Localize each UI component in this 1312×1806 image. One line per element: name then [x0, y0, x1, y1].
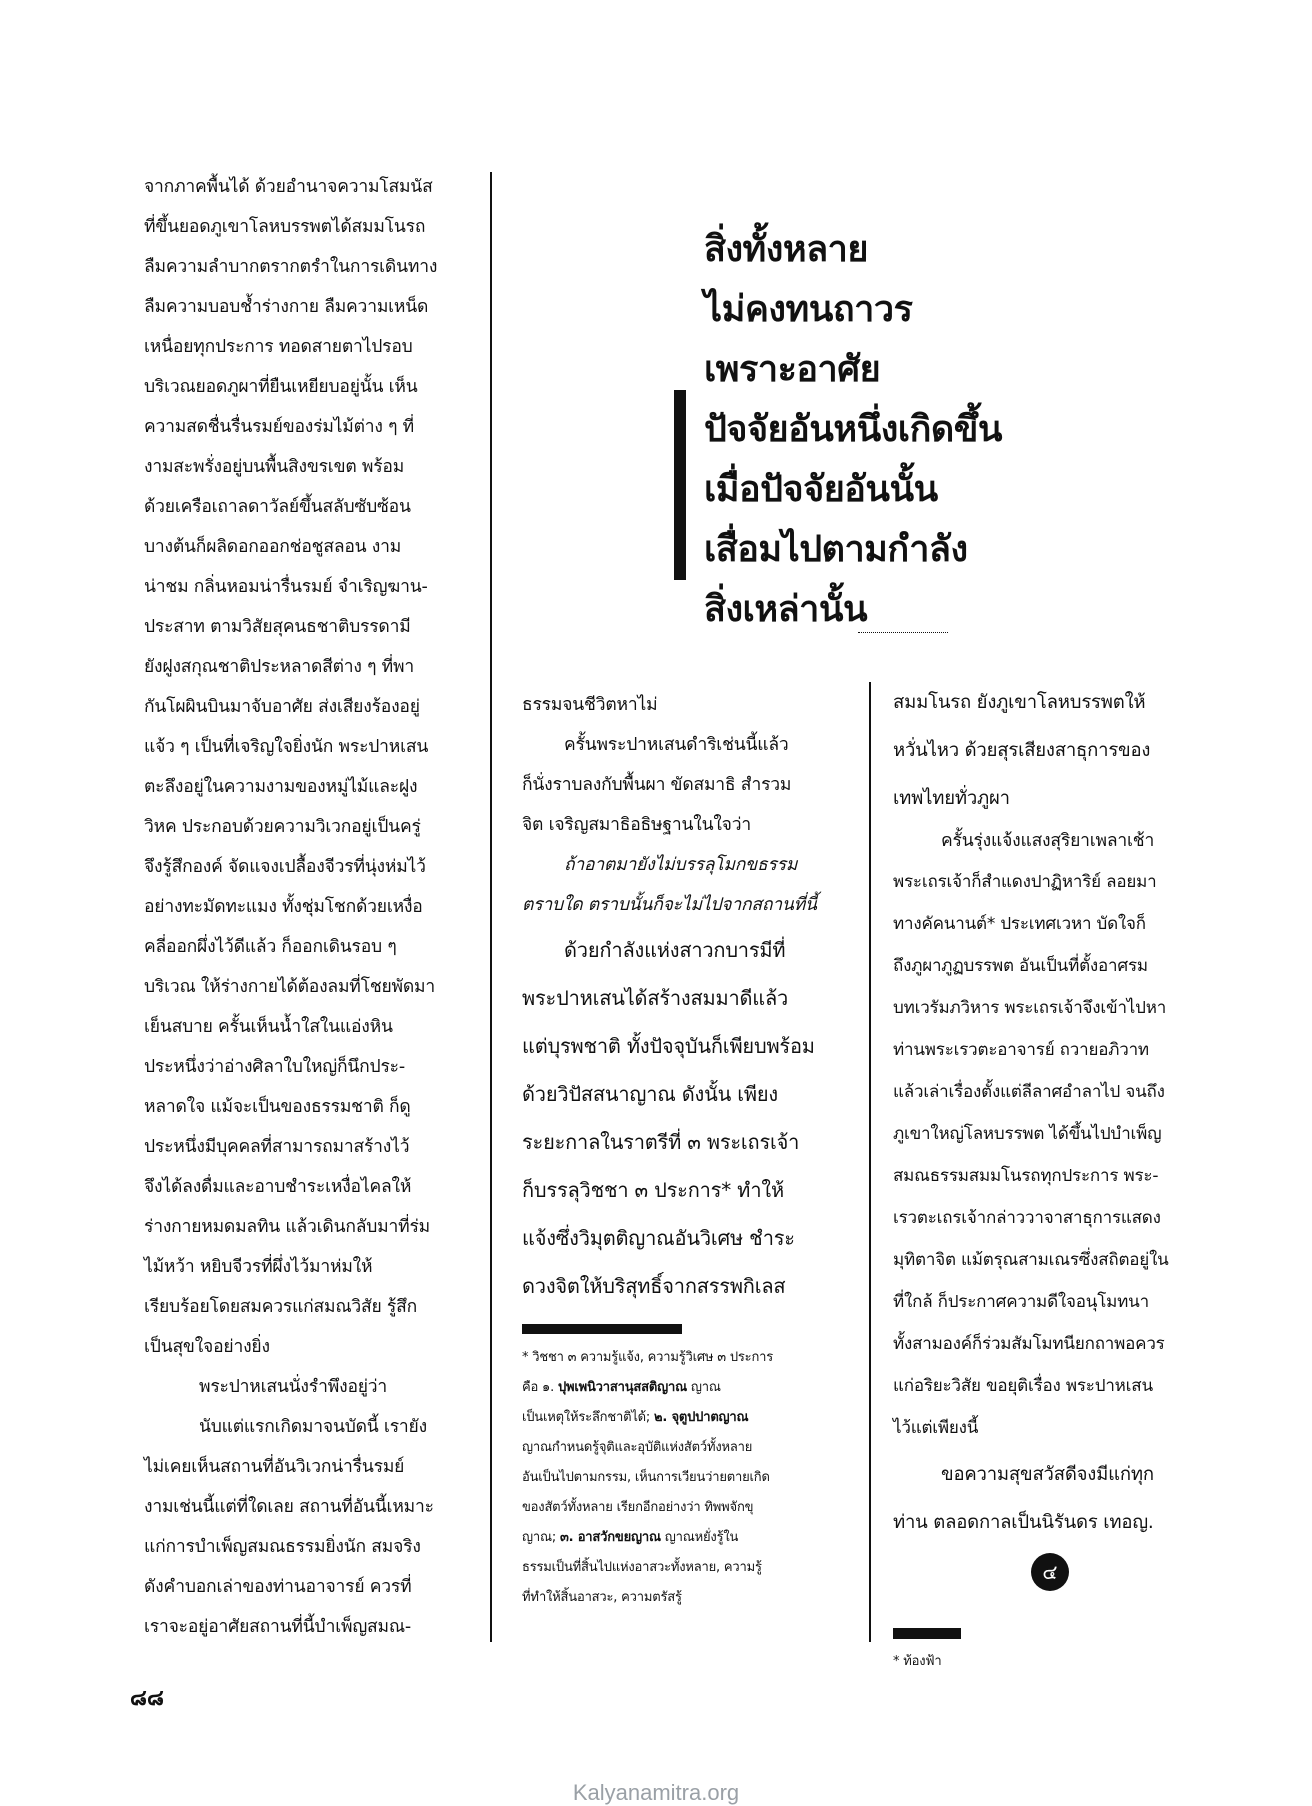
- text-line: เราจะอยู่อาศัยสถานที่นี้บำเพ็ญสมณ-: [144, 1617, 412, 1637]
- text-line: วิหค ประกอบด้วยความวิเวกอยู่เป็นครู่: [144, 817, 421, 837]
- text-line: แต่บุรพชาติ ทั้งปัจจุบันก็เพียบพร้อม: [522, 1034, 815, 1058]
- text-line: งามเช่นนี้แต่ที่ใดเลย สถานที่อันนี้เหมาะ: [144, 1497, 434, 1517]
- text-line: จึงรู้สึกองค์ จัดแจงเปลื้องจีวรที่นุ่งห่มไว้: [144, 857, 426, 877]
- footnote-line: ญาณกำหนดรู้จุติและอุบัติแห่งสัตว์ทั้งหลาย: [522, 1440, 753, 1455]
- text-line: ที่ขึ้นยอดภูเขาโลหบรรพตได้สมมโนรถ: [144, 217, 426, 237]
- text-line: บางต้นก็ผลิดอกออกช่อชูสลอน งาม: [144, 537, 402, 557]
- text-line: จึงได้ลงดื่มและอาบชำระเหงื่อไคลให้: [144, 1177, 412, 1197]
- text-line: ครั้นรุ่งแจ้งแสงสุริยาเพลาเช้า: [941, 831, 1155, 851]
- text-line: พระปาหเสนนั่งรำพึงอยู่ว่า: [199, 1377, 388, 1397]
- text-line: ไว้แต่เพียงนี้: [893, 1418, 979, 1438]
- text-line: สมณธรรมสมมโนรถทุกประการ พระ-: [893, 1166, 1159, 1186]
- text-line: ด้วยเครือเถาลดาวัลย์ขึ้นสลับซับซ้อน: [144, 497, 411, 517]
- text-line: คลี่ออกผึ่งไว้ดีแล้ว ก็ออกเดินรอบ ๆ: [144, 937, 397, 957]
- text-line: เป็นสุขใจอย่างยิ่ง: [144, 1337, 270, 1357]
- text-line: แก่การบำเพ็ญสมณธรรมยิ่งนัก สมจริง: [144, 1537, 421, 1557]
- text-line: ถ้าอาตมายังไม่บรรลุโมกขธรรม: [564, 855, 798, 875]
- text-line: ประสาท ตามวิสัยสุคนธชาติบรรดามี: [144, 617, 411, 637]
- column-divider: [869, 682, 871, 1642]
- text-line: เหนื่อยทุกประการ ทอดสายตาไปรอบ: [144, 337, 413, 357]
- text-line: สมมโนรถ ยังภูเขาโลหบรรพตให้: [893, 692, 1146, 713]
- footnote-line: เป็นเหตุให้ระลึกชาติได้; ๒. จุตูปปาตญาณ: [522, 1410, 749, 1425]
- text-line: แก่อริยะวิสัย ขอยุติเรื่อง พระปาหเสน: [893, 1376, 1153, 1396]
- text-line: ด้วยกำลังแห่งสาวกบารมีที่: [564, 938, 786, 962]
- text-line: จากภาคพื้นได้ ด้วยอำนาจความโสมนัส: [144, 177, 433, 197]
- text-line: ก็บรรลุวิชชา ๓ ประการ* ทำให้: [522, 1178, 784, 1202]
- text-line: กันโผผินบินมาจับอาศัย ส่งเสียงร้องอยู่: [144, 697, 420, 717]
- text-line: ตราบใด ตราบนั้นก็จะไม่ไปจากสถานที่นี้: [522, 895, 817, 915]
- footnote-line: ของสัตว์ทั้งหลาย เรียกอีกอย่างว่า ทิพพจักขุ: [522, 1500, 754, 1515]
- text-line: บริเวณ ให้ร่างกายได้ต้องลมที่โชยพัดมา: [144, 977, 436, 997]
- page-number: ๘๘: [130, 1686, 164, 1711]
- text-line: ประหนึ่งมีบุคคลที่สามารถมาสร้างไว้: [144, 1137, 410, 1157]
- text-line: หวั่นไหว ด้วยสุรเสียงสาธุการของ: [893, 740, 1151, 761]
- text-line: แจ้งซึ่งวิมุตติญาณอันวิเศษ ชำระ: [522, 1226, 795, 1250]
- text-line: ร่างกายหมดมลทิน แล้วเดินกลับมาที่ร่ม: [144, 1217, 431, 1237]
- text-line: ไม้หว้า หยิบจีวรที่ผึ่งไว้มาห่มให้: [144, 1257, 373, 1277]
- footnote-line: * วิชชา ๓ ความรู้แจ้ง, ความรู้วิเศษ ๓ ประการ: [522, 1350, 774, 1365]
- text-line: ความสดชื่นรื่นรมย์ของร่มไม้ต่าง ๆ ที่: [144, 417, 415, 437]
- dotted-leader: [858, 632, 948, 633]
- text-line: ครั้นพระปาหเสนดำริเช่นนี้แล้ว: [564, 735, 789, 755]
- text-line: ไม่เคยเห็นสถานที่อันวิเวกน่ารื่นรมย์: [144, 1457, 405, 1477]
- text-line: ธรรมจนชีวิตหาไม่: [522, 695, 658, 715]
- text-line: ก็นั่งราบลงกับพื้นผา ขัดสมาธิ สำรวม: [522, 775, 792, 795]
- text-line: เทพไทยทั่วภูผา: [893, 788, 1010, 809]
- text-line: เรวตะเถรเจ้ากล่าววาจาสาธุการแสดง: [893, 1208, 1161, 1228]
- text-line: เรียบร้อยโดยสมควรแก่สมณวิสัย รู้สึก: [144, 1297, 418, 1317]
- footer-watermark: Kalyanamitra.org: [572, 1780, 740, 1805]
- pull-quote-line: ปัจจัยอันหนึ่งเกิดขึ้น: [704, 409, 1002, 450]
- text-line: จิต เจริญสมาธิอธิษฐานในใจว่า: [522, 815, 751, 835]
- text-line: ภูเขาใหญ่โลหบรรพต ได้ขึ้นไปบำเพ็ญ: [893, 1124, 1162, 1144]
- text-line: หลาดใจ แม้จะเป็นของธรรมชาติ ก็ดู: [144, 1097, 411, 1117]
- text-line: เย็นสบาย ครั้นเห็นน้ำใสในแอ่งหิน: [144, 1017, 393, 1037]
- text-line: พระปาหเสนได้สร้างสมมาดีแล้ว: [522, 986, 789, 1010]
- footnote-line: อันเป็นไปตามกรรม, เห็นการเวียนว่ายตายเกิด: [522, 1470, 770, 1485]
- text-line: ตะลึงอยู่ในความงามของหมู่ไม้และฝูง: [144, 777, 418, 797]
- text-line: ลืมความบอบช้ำร่างกาย ลืมความเหน็ด: [144, 297, 429, 317]
- text-line: ขอความสุขสวัสดีจงมีแก่ทุก: [941, 1464, 1154, 1485]
- pull-quote-bar: [674, 390, 686, 580]
- text-line: ดวงจิตให้บริสุทธิ์จากสรรพกิเลส: [522, 1274, 786, 1298]
- text-line: ลืมความลำบากตรากตรำในการเดินทาง: [144, 257, 438, 277]
- footnote-line: ที่ทำให้สิ้นอาสวะ, ความตรัสรู้: [522, 1590, 682, 1605]
- pull-quote-line: เมื่อปัจจัยอันนั้น: [704, 469, 938, 510]
- footnote-line: * ท้องฟ้า: [893, 1654, 942, 1669]
- text-line: ท่านพระเรวตะอาจารย์ ถวายอภิวาท: [893, 1040, 1149, 1060]
- text-line: ท่าน ตลอดกาลเป็นนิรันดร เทอญ.: [893, 1512, 1154, 1533]
- text-line: ดังคำบอกเล่าของท่านอาจารย์ ควรที่: [144, 1577, 412, 1597]
- footnote-line: ญาณ; ๓. อาสวักขยญาณ ญาณหยั่งรู้ใน: [522, 1530, 739, 1545]
- text-line: ประหนึ่งว่าอ่างศิลาใบใหญ่ก็นึกประ-: [144, 1057, 405, 1077]
- pull-quote-line: เสื่อมไปตามกำลัง: [704, 529, 968, 570]
- text-line: อย่างทะมัดทะแมง ทั้งชุ่มโชกด้วยเหงื่อ: [144, 897, 423, 917]
- pull-quote-line: สิ่งทั้งหลาย: [704, 229, 868, 270]
- text-line: ยังฝูงสกุณชาติประหลาดสีต่าง ๆ ที่พา: [144, 657, 414, 677]
- end-mark-icon: ๔: [1031, 1553, 1069, 1591]
- text-line: พระเถรเจ้าก็สำแดงปาฏิหาริย์ ลอยมา: [893, 872, 1157, 892]
- text-line: บทเวรัมภวิหาร พระเถรเจ้าจึงเข้าไปหา: [893, 998, 1167, 1018]
- pull-quote-line: สิ่งเหล่านั้น: [704, 589, 868, 630]
- text-line: นับแต่แรกเกิดมาจนบัดนี้ เรายัง: [199, 1417, 427, 1437]
- pull-quote-line: เพราะอาศัย: [704, 349, 881, 390]
- text-line: ด้วยวิปัสสนาญาณ ดังนั้น เพียง: [522, 1082, 778, 1106]
- footnote-line: คือ ๑. ปุพเพนิวาสานุสสติญาณ ญาณ: [522, 1380, 721, 1395]
- text-line: ที่ใกล้ ก็ประกาศความดีใจอนุโมทนา: [893, 1292, 1149, 1312]
- text-line: บริเวณยอดภูผาที่ยืนเหยียบอยู่นั้น เห็น: [144, 377, 418, 397]
- text-line: มุทิตาจิต แม้ตรุณสามเณรซึ่งสถิตอยู่ใน: [893, 1250, 1169, 1270]
- text-line: ระยะกาลในราตรีที่ ๓ พระเถรเจ้า: [522, 1130, 800, 1154]
- text-line: ทางคัคนานต์* ประเทศเวหา บัดใจก็: [893, 914, 1146, 934]
- text-line: น่าชม กลิ่นหอมน่ารื่นรมย์ จำเริญฆาน-: [144, 577, 428, 597]
- text-line: ถึงภูผาภูฏบรรพต อันเป็นที่ตั้งอาศรม: [893, 956, 1148, 976]
- text-line: ทั้งสามองค์ก็ร่วมสัมโมทนียกถาพอควร: [893, 1334, 1165, 1354]
- text-line: แจ้ว ๆ เป็นที่เจริญใจยิ่งนัก พระปาหเสน: [144, 737, 429, 757]
- text-line: แล้วเล่าเรื่องตั้งแต่ลีลาศอำลาไป จนถึง: [893, 1082, 1165, 1102]
- footnote-line: ธรรมเป็นที่สิ้นไปแห่งอาสวะทั้งหลาย, ความรู้: [522, 1560, 762, 1575]
- column-divider: [490, 172, 492, 1642]
- footnote-rule: [893, 1628, 961, 1639]
- footnote-rule: [522, 1324, 682, 1334]
- text-line: งามสะพรั่งอยู่บนพื้นสิงขรเขต พร้อม: [144, 457, 405, 477]
- pull-quote-line: ไม่คงทนถาวร: [704, 289, 913, 330]
